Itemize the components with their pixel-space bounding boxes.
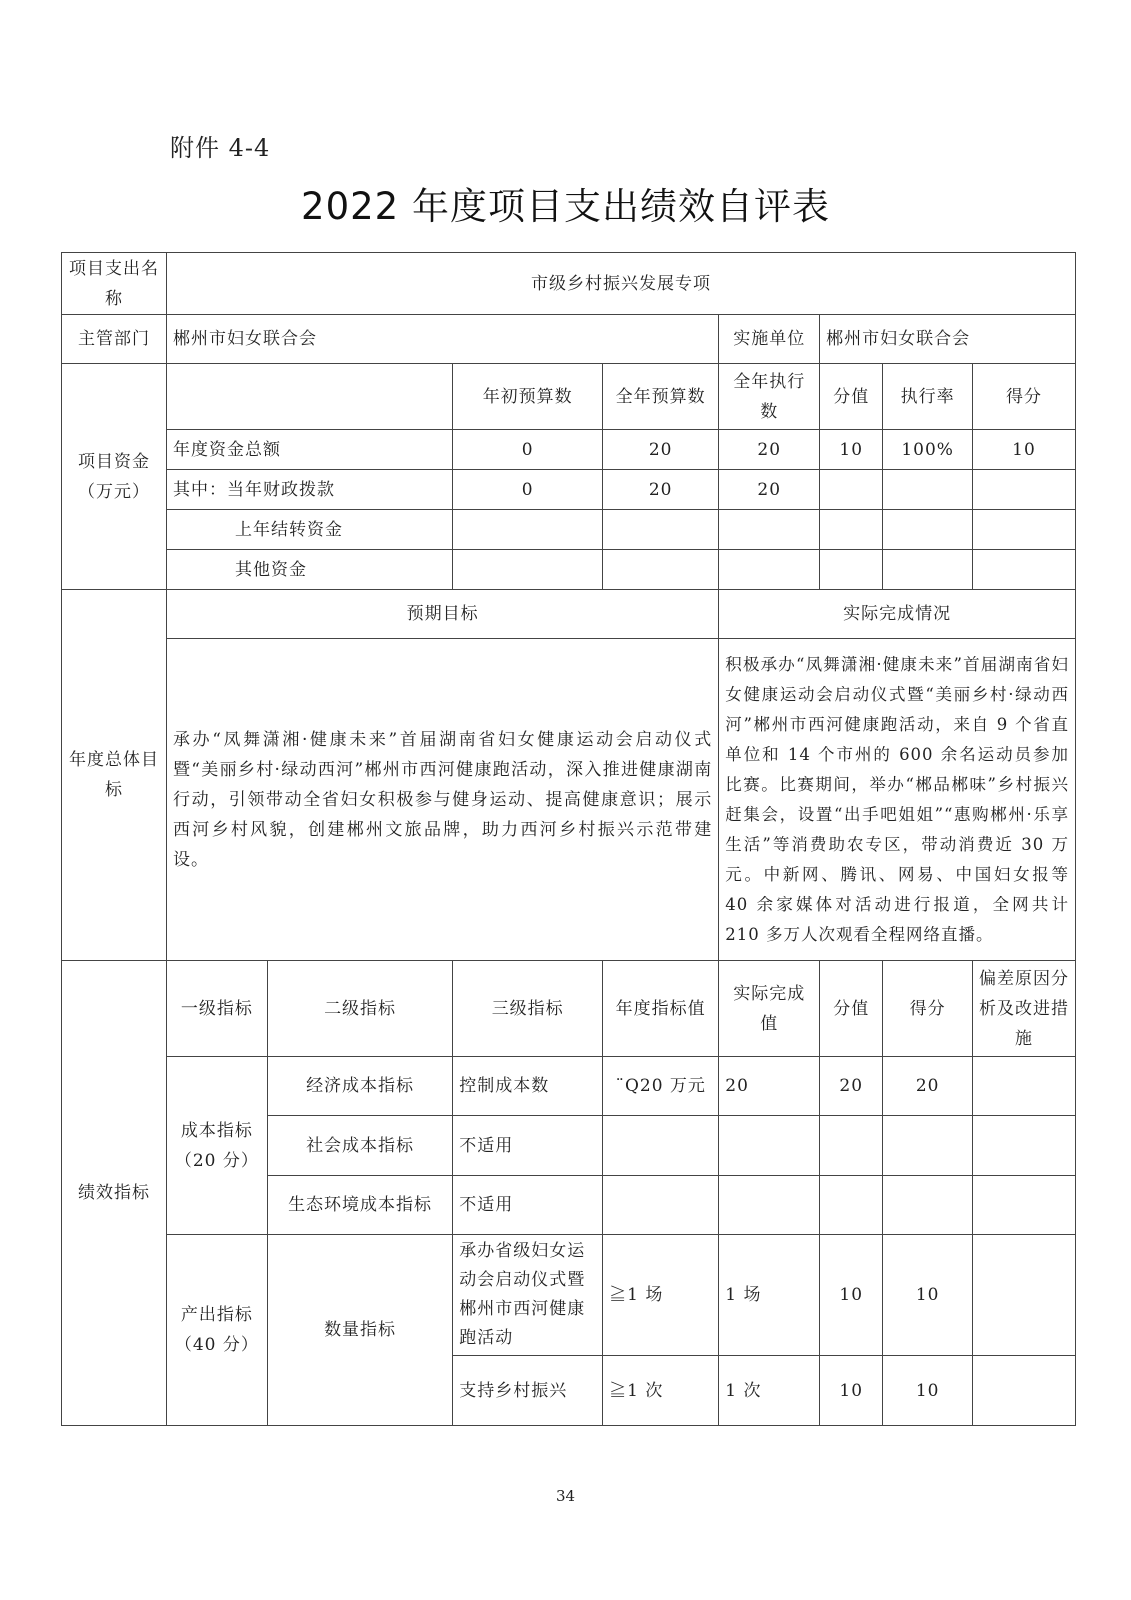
points: 10	[820, 1235, 883, 1356]
actual-value: 1 次	[719, 1356, 820, 1426]
funds-cell	[603, 510, 719, 550]
score	[883, 1176, 973, 1235]
score	[883, 1116, 973, 1176]
indicator-header: 年度指标值	[603, 961, 719, 1057]
unit-value: 郴州市妇女联合会	[820, 315, 1076, 364]
funds-cell	[820, 470, 883, 510]
indicator-header: 实际完成值	[719, 961, 820, 1057]
indicator-header: 得分	[883, 961, 973, 1057]
target-value	[603, 1116, 719, 1176]
level3-indicator: 支持乡村振兴	[453, 1356, 603, 1426]
funds-cell: 0	[453, 470, 603, 510]
funds-cell	[972, 510, 1075, 550]
funds-cell: 20	[603, 430, 719, 470]
actual-result-header: 实际完成情况	[719, 590, 1076, 639]
level2-indicator: 数量指标	[267, 1235, 452, 1426]
funds-row-name: 其他资金	[166, 550, 452, 590]
actual-value: 1 场	[719, 1235, 820, 1356]
dept-value: 郴州市妇女联合会	[166, 315, 718, 364]
deviation-reason	[972, 1116, 1075, 1176]
funds-cell	[883, 550, 973, 590]
funds-cell: 10	[972, 430, 1075, 470]
funds-row-name: 年度资金总额	[166, 430, 452, 470]
indicator-header: 三级指标	[453, 961, 603, 1057]
project-name-value: 市级乡村振兴发展专项	[166, 253, 1075, 315]
cost-indicator-label: 成本指标（20 分）	[166, 1057, 267, 1235]
expected-goal-text: 承办“凤舞潇湘·健康未来”首届湖南省妇女健康运动会启动仪式暨“美丽乡村·绿动西河”郴州市西河健康跑活动，深入推进健康湖南行动，引领带动全省妇女积极参与健身运动、提高健康意识；展示西河乡村风貌，创建郴州文旅品牌，助力西河乡村振兴示范带建设。	[166, 639, 718, 961]
target-value: ¨Q20 万元	[603, 1057, 719, 1116]
score: 10	[883, 1235, 973, 1356]
level3-indicator: 不适用	[453, 1176, 603, 1235]
funds-cell: 20	[719, 470, 820, 510]
score: 10	[883, 1356, 973, 1426]
self-evaluation-table	[61, 252, 1076, 1426]
funds-header: 全年预算数	[603, 364, 719, 430]
attachment-label: 附件 4-4	[170, 134, 271, 162]
target-value: ≧1 场	[603, 1235, 719, 1356]
level3-indicator: 控制成本数	[453, 1057, 603, 1116]
funds-cell	[820, 510, 883, 550]
points	[820, 1176, 883, 1235]
actual-result-text: 积极承办“凤舞潇湘·健康未来”首届湖南省妇女健康运动会启动仪式暨“美丽乡村·绿动西河”郴州市西河健康跑活动，来自 9 个省直单位和 14 个市州的 600 余名运动员参加比赛。比赛期间，举办“郴品郴味”乡村振兴赶集会，设置“出手吧姐姐”“惠购郴州·乐享生活”等消费助农专区，带动消费近 30 万元。中新网、腾讯、网易、中国妇女报等 40 余家媒体对活动进行报道，全网共计 210 多万人次观看全程网络直播。	[719, 639, 1076, 961]
indicators-label: 绩效指标	[62, 961, 167, 1426]
level3-indicator: 承办省级妇女运动会启动仪式暨郴州市西河健康跑活动	[453, 1235, 603, 1356]
funds-cell	[453, 510, 603, 550]
funds-header: 年初预算数	[453, 364, 603, 430]
funds-corner	[166, 364, 452, 430]
funds-cell	[719, 550, 820, 590]
page-title: 2022 年度项目支出绩效自评表	[301, 185, 830, 228]
indicator-header: 二级指标	[267, 961, 452, 1057]
indicator-header: 偏差原因分析及改进措施	[972, 961, 1075, 1057]
funds-header: 分值	[820, 364, 883, 430]
points	[820, 1116, 883, 1176]
funds-cell: 0	[453, 430, 603, 470]
funds-cell: 10	[820, 430, 883, 470]
funds-header: 执行率	[883, 364, 973, 430]
project-name-label: 项目支出名称	[62, 253, 167, 315]
funds-header: 全年执行数	[719, 364, 820, 430]
target-value: ≧1 次	[603, 1356, 719, 1426]
deviation-reason	[972, 1235, 1075, 1356]
deviation-reason	[972, 1176, 1075, 1235]
indicator-header: 一级指标	[166, 961, 267, 1057]
unit-label: 实施单位	[719, 315, 820, 364]
goals-label: 年度总体目标	[62, 590, 167, 961]
funds-cell: 100%	[883, 430, 973, 470]
actual-value	[719, 1176, 820, 1235]
score: 20	[883, 1057, 973, 1116]
deviation-reason	[972, 1356, 1075, 1426]
page-number: 34	[555, 1487, 576, 1505]
funds-cell	[883, 470, 973, 510]
level2-indicator: 社会成本指标	[267, 1116, 452, 1176]
funds-cell	[603, 550, 719, 590]
funds-label: 项目资金（万元）	[62, 364, 167, 590]
actual-value: 20	[719, 1057, 820, 1116]
funds-row-name: 上年结转资金	[166, 510, 452, 550]
deviation-reason	[972, 1057, 1075, 1116]
funds-cell: 20	[603, 470, 719, 510]
funds-header: 得分	[972, 364, 1075, 430]
actual-value	[719, 1116, 820, 1176]
points: 20	[820, 1057, 883, 1116]
funds-cell: 20	[719, 430, 820, 470]
output-indicator-label: 产出指标（40 分）	[166, 1235, 267, 1426]
funds-cell	[453, 550, 603, 590]
funds-row-name: 其中：当年财政拨款	[166, 470, 452, 510]
dept-label: 主管部门	[62, 315, 167, 364]
funds-cell	[719, 510, 820, 550]
level3-indicator: 不适用	[453, 1116, 603, 1176]
level2-indicator: 经济成本指标	[267, 1057, 452, 1116]
funds-cell	[820, 550, 883, 590]
expected-goal-header: 预期目标	[166, 590, 718, 639]
funds-cell	[972, 550, 1075, 590]
target-value	[603, 1176, 719, 1235]
points: 10	[820, 1356, 883, 1426]
level2-indicator: 生态环境成本指标	[267, 1176, 452, 1235]
funds-cell	[972, 470, 1075, 510]
funds-cell	[883, 510, 973, 550]
indicator-header: 分值	[820, 961, 883, 1057]
